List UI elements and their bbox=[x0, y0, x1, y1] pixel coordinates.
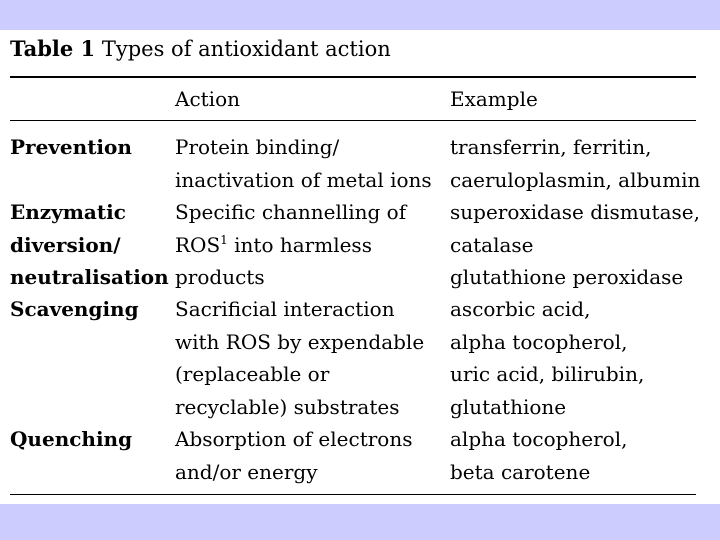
cell-line: Protein binding/ bbox=[175, 135, 340, 159]
cell-line: caeruloplasmin, albumin bbox=[450, 167, 701, 192]
cell-line: glutathione bbox=[450, 394, 567, 419]
footnote-marker: 1 bbox=[220, 232, 228, 247]
header-example: Example bbox=[450, 87, 538, 111]
cell-line: inactivation of metal ions bbox=[175, 167, 432, 192]
cell-line: Absorption of electrons bbox=[175, 427, 413, 451]
cell-line: ascorbic acid, bbox=[450, 297, 591, 321]
cell-line: Specific channelling of bbox=[175, 200, 407, 224]
cell-line: diversion/ bbox=[10, 232, 121, 257]
cell-line: alpha tocopherol, bbox=[450, 329, 628, 354]
header-action: Action bbox=[175, 87, 240, 111]
row-quenching-type bbox=[10, 423, 132, 456]
table-number: Table 1 bbox=[10, 36, 96, 61]
row-scavenging-type bbox=[10, 293, 139, 326]
cell-line: glutathione peroxidase bbox=[450, 265, 684, 289]
cell-line: Sacrificial interaction bbox=[175, 297, 395, 321]
table-caption: Types of antioxidant action bbox=[101, 37, 391, 61]
top-rule bbox=[10, 76, 696, 78]
cell-line: superoxidase dismutase, bbox=[450, 200, 700, 224]
row-scavenging-example bbox=[450, 293, 644, 423]
bottom-rule bbox=[10, 494, 696, 495]
row-enzymatic-example bbox=[450, 196, 700, 294]
row-prevention-action bbox=[175, 131, 432, 196]
cell-line: transferrin, ferritin, bbox=[450, 135, 652, 159]
cell-line: Enzymatic bbox=[10, 200, 126, 224]
cell-line: alpha tocopherol, bbox=[450, 427, 628, 451]
cell-line: products bbox=[175, 265, 265, 289]
cell-line: Scavenging bbox=[10, 297, 139, 321]
cell-line: uric acid, bilirubin, bbox=[450, 362, 645, 386]
row-enzymatic-action bbox=[175, 196, 406, 294]
cell-line: Quenching bbox=[10, 427, 133, 451]
row-scavenging-action bbox=[175, 293, 424, 423]
header-rule bbox=[10, 120, 696, 121]
cell-line: Prevention bbox=[10, 135, 132, 159]
cell-line: neutralisation bbox=[10, 265, 169, 289]
cell-line bbox=[175, 229, 406, 262]
row-enzymatic-type bbox=[10, 196, 169, 294]
cell-text: into harmless bbox=[234, 232, 372, 257]
cell-line: and/or energy bbox=[175, 459, 318, 484]
table-sheet bbox=[0, 30, 720, 504]
row-prevention-example bbox=[450, 131, 700, 196]
cell-line: beta carotene bbox=[450, 459, 591, 484]
cell-line: (replaceable or bbox=[175, 362, 330, 386]
ros-term: ROS bbox=[175, 232, 221, 257]
table-title bbox=[10, 36, 391, 62]
cell-line: catalase bbox=[450, 232, 534, 257]
row-quenching-example bbox=[450, 423, 627, 488]
row-prevention-type bbox=[10, 131, 132, 164]
cell-line: with ROS by expendable bbox=[175, 329, 425, 354]
cell-line: recyclable) substrates bbox=[175, 394, 400, 419]
row-quenching-action bbox=[175, 423, 412, 488]
